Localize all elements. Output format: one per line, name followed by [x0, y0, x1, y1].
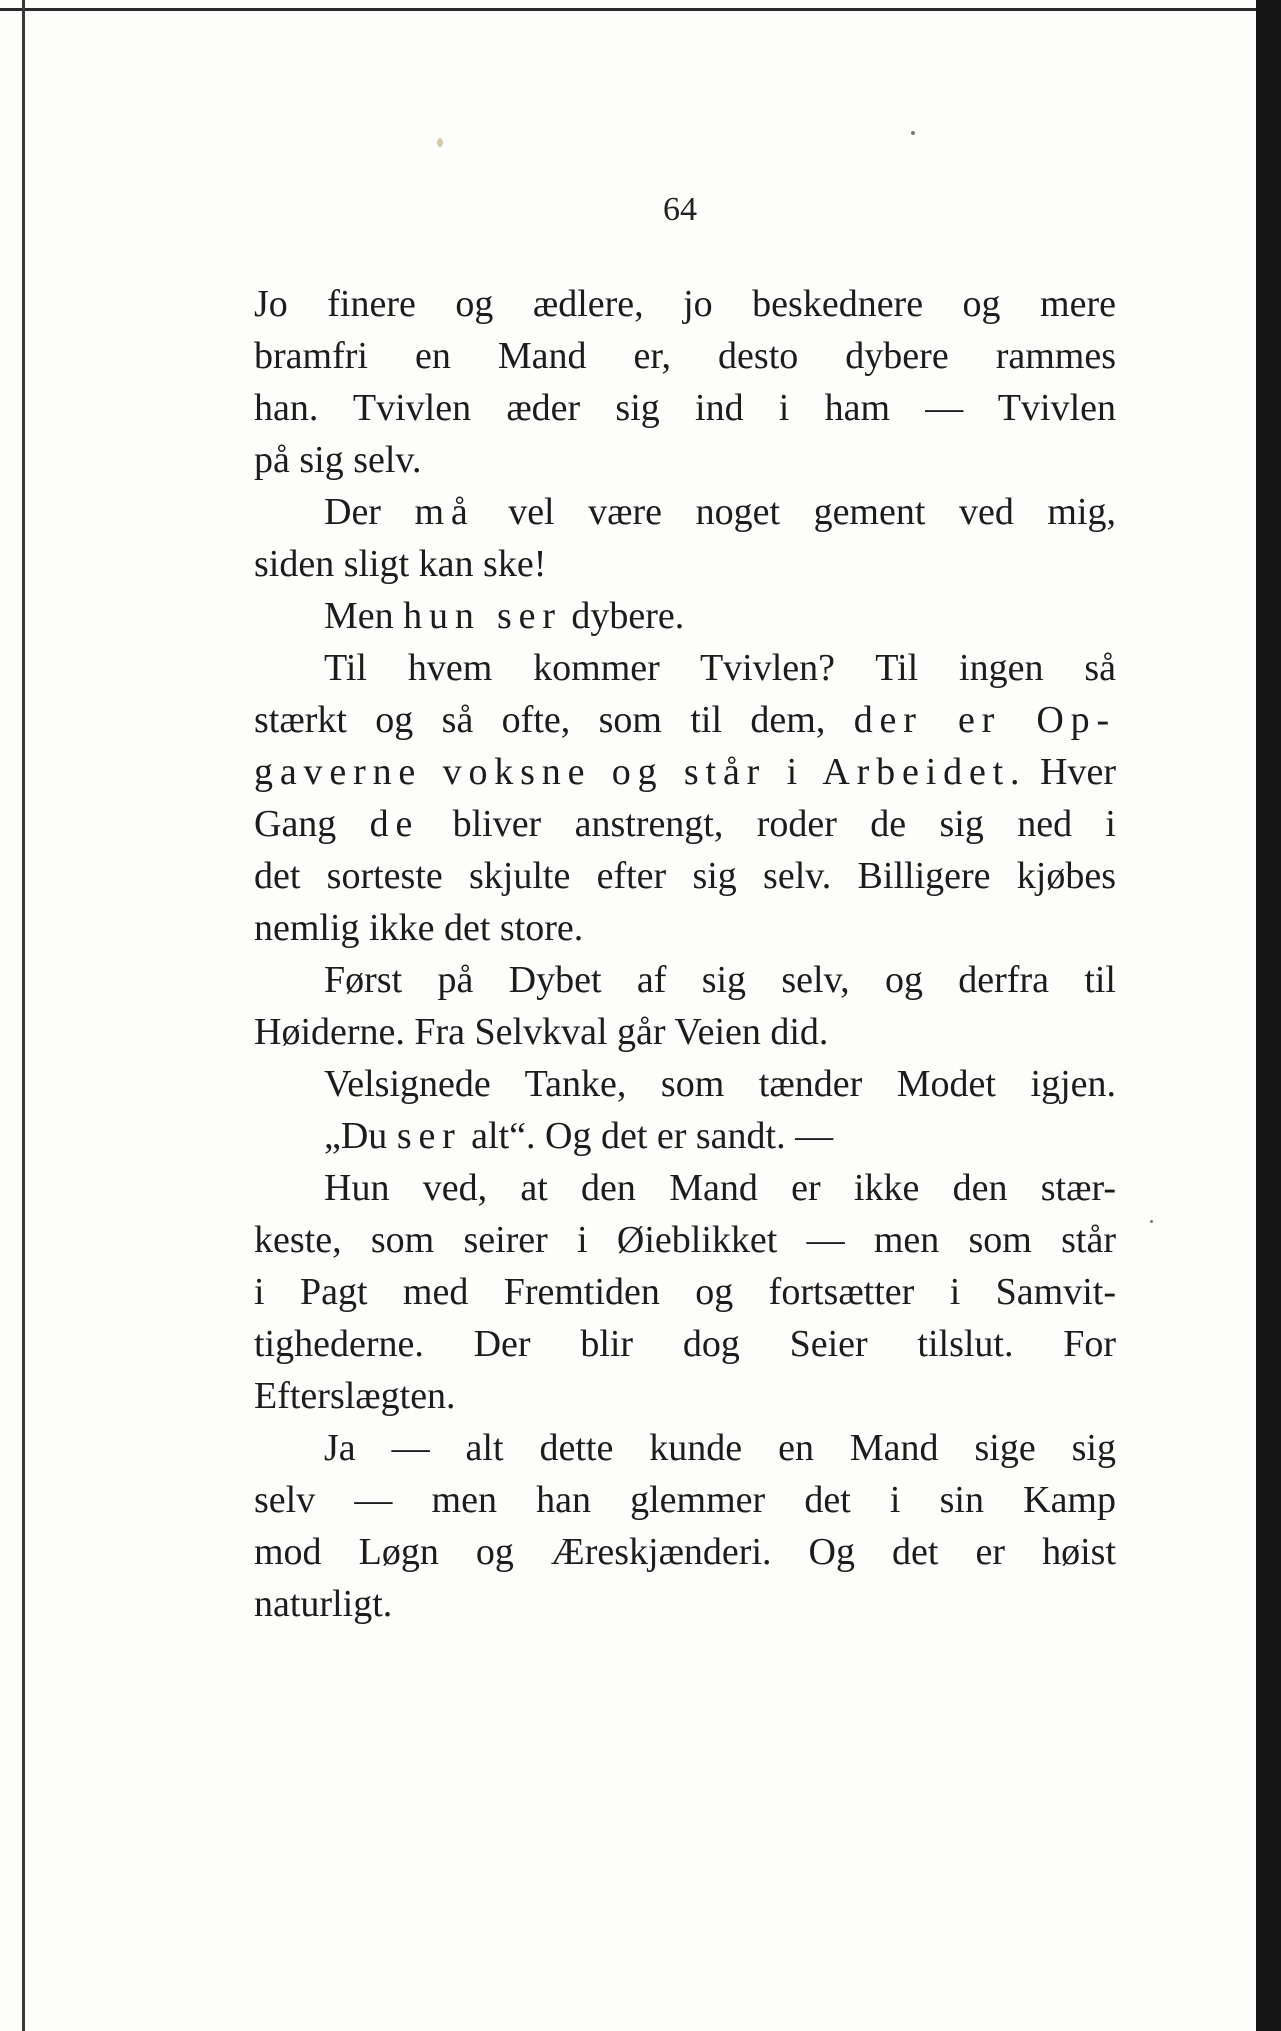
text-line: Først på Dybet af sig selv, og derfra til	[324, 959, 1116, 1001]
emphasis-text: ser	[396, 1115, 462, 1157]
paper-speck	[1150, 1220, 1153, 1223]
emphasis-text: hun ser	[403, 595, 562, 637]
emphasis-text: gaverne voksne og står i Arbeidet.	[254, 751, 1027, 793]
paper-speck	[437, 138, 443, 147]
text-line: Men hun ser dybere.	[324, 595, 685, 637]
text-line: Hun ved, at den Mand er ikke den stær-	[324, 1167, 1116, 1209]
text-line: gaverne voksne og står i Arbeidet. Hver	[254, 751, 1116, 793]
text-line: Ja — alt dette kunde en Mand sige sig	[324, 1427, 1116, 1469]
scan-right-edge	[1256, 0, 1281, 2031]
text-line: tighederne. Der blir dog Seier tilslut. For	[254, 1323, 1116, 1365]
emphasis-text: de	[369, 803, 420, 845]
text-line: Der må vel være noget gement ved mig,	[324, 491, 1117, 533]
text-line: Høiderne. Fra Selvkval går Veien did.	[254, 1011, 829, 1053]
text-line: Jo finere og ædlere, jo beskednere og mere	[254, 283, 1116, 325]
emphasis-text: må	[414, 491, 475, 533]
text-line: selv — men han glemmer det i sin Kamp	[254, 1479, 1116, 1521]
text-line: det sorteste skjulte efter sig selv. Billigere kjøbes	[254, 855, 1116, 897]
text-line: i Pagt med Fremtiden og fortsætter i Samvit-	[254, 1271, 1116, 1313]
page-number: 64	[663, 191, 697, 228]
scan-left-edge	[22, 0, 25, 2031]
text-line: han. Tvivlen æder sig ind i ham — Tvivlen	[254, 387, 1116, 429]
text-line: keste, som seirer i Øieblikket — men som står	[254, 1219, 1116, 1261]
text-line: på sig selv.	[254, 439, 422, 481]
paper-speck	[911, 131, 915, 135]
text-line: mod Løgn og Æreskjænderi. Og det er høist	[254, 1531, 1116, 1573]
text-line: nemlig ikke det store.	[254, 907, 584, 949]
emphasis-text: der er Op-	[853, 699, 1116, 741]
text-line: bramfri en Mand er, desto dybere rammes	[254, 335, 1116, 377]
text-line: Til hvem kommer Tvivlen? Til ingen så	[324, 647, 1116, 689]
text-line: „Du ser alt“. Og det er sandt. —	[324, 1115, 834, 1157]
text-line: Velsignede Tanke, som tænder Modet igjen.	[324, 1063, 1116, 1105]
text-line: Gang de bliver anstrengt, roder de sig ned i	[254, 803, 1116, 845]
body-text	[254, 278, 1116, 1630]
text-line: naturligt.	[254, 1583, 393, 1625]
text-line: siden sligt kan ske!	[254, 543, 547, 585]
scan-top-edge	[0, 8, 1281, 11]
text-line: Efterslægten.	[254, 1375, 456, 1417]
text-line: stærkt og så ofte, som til dem, der er Op-	[254, 699, 1116, 741]
